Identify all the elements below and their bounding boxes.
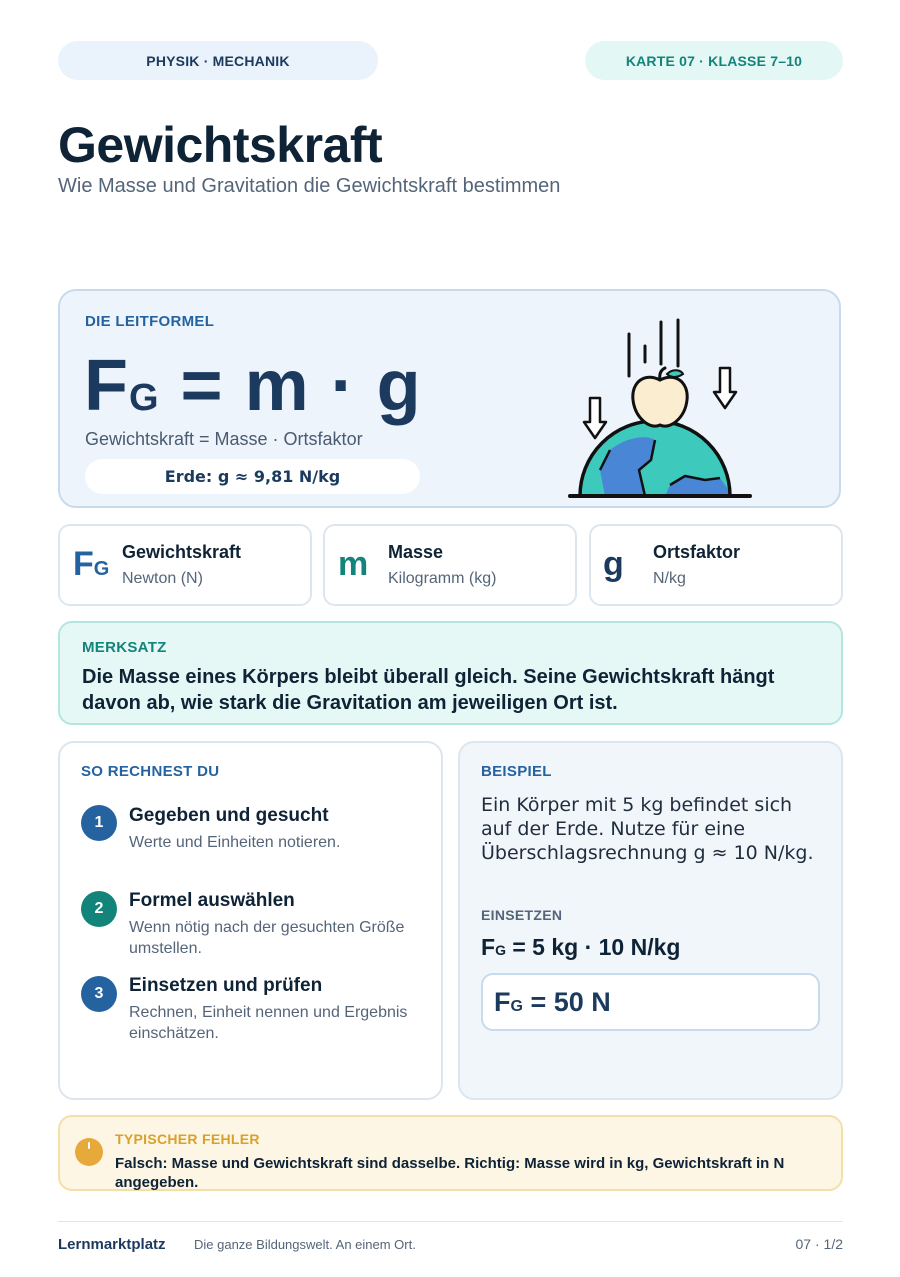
subject-pill: PHYSIK · MECHANIK: [58, 41, 378, 80]
footer-divider: [58, 1221, 843, 1222]
step-description: Rechnen, Einheit nennen und Ergebnis einschätzen.: [129, 1004, 408, 1042]
variable-card-ortsfaktor: [589, 524, 843, 606]
calculation: FG = 5 kg · 10 N/kg: [481, 934, 681, 960]
variable-symbol: g: [603, 545, 624, 583]
page-title: Gewichtskraft: [58, 117, 383, 173]
step-title: Gegeben und gesucht: [129, 805, 329, 826]
variable-symbol: m: [338, 545, 369, 583]
warning-icon: [75, 1138, 103, 1166]
formula-caption: Gewichtskraft = Masse · Ortsfaktor: [85, 429, 363, 449]
result-value: FG = 50 N: [494, 987, 611, 1017]
warning-label: TYPISCHER FEHLER: [115, 1131, 260, 1147]
page-subtitle: Wie Masse und Gravitation die Gewichtskraft bestimmen: [58, 175, 561, 197]
step-number: 3: [81, 976, 117, 1012]
variable-unit: N/kg: [653, 570, 686, 587]
step-description: Wenn nötig nach der gesuchten Größe umstellen.: [129, 919, 405, 957]
step-number: 2: [81, 891, 117, 927]
merksatz-label: MERKSATZ: [82, 639, 167, 656]
footer-tagline: Die ganze Bildungswelt. An einem Ort.: [194, 1237, 416, 1252]
earth-value-pill: Erde: g ≈ 9,81 N/kg: [85, 459, 420, 494]
step-title: Formel auswählen: [129, 890, 295, 911]
variable-name: Masse: [388, 542, 444, 562]
example-label: BEISPIEL: [481, 763, 552, 780]
page-number: 07 · 1/2: [795, 1236, 843, 1252]
variable-name: Ortsfaktor: [653, 542, 741, 562]
variable-name: Gewichtskraft: [122, 542, 242, 562]
variable-symbol: FG: [73, 545, 110, 583]
einsetzen-label: EINSETZEN: [481, 907, 563, 923]
example-text: Ein Körper mit 5 kg befindet sich auf der Erde. Nutze für eine Überschlagsrechnung g ≈ 10 N/kg.: [481, 794, 814, 864]
step-description: Werte und Einheiten notieren.: [129, 834, 341, 851]
footer-brand: Lernmarktplatz: [58, 1236, 166, 1253]
variable-unit: Newton (N): [122, 570, 203, 587]
step-number: 1: [81, 805, 117, 841]
step-title: Einsetzen und prüfen: [129, 975, 323, 996]
warning-text: Falsch: Masse und Gewichtskraft sind dasselbe. Richtig: Masse wird in kg, Gewichtskraft in N angegeben.: [115, 1155, 785, 1191]
formula-label: DIE LEITFORMEL: [85, 313, 215, 330]
variable-unit: Kilogramm (kg): [388, 570, 497, 587]
card-pill: KARTE 07 · KLASSE 7–10: [585, 41, 843, 80]
falling-apple-earth-icon: [555, 310, 805, 505]
main-formula: FG = m · g: [84, 346, 422, 426]
merksatz-text: Die Masse eines Körpers bleibt überall gleich. Seine Gewichtskraft hängt davon ab, wie stark die Gravitation am jeweiligen Ort ist.: [82, 666, 775, 714]
steps-label: SO RECHNEST DU: [81, 763, 220, 780]
